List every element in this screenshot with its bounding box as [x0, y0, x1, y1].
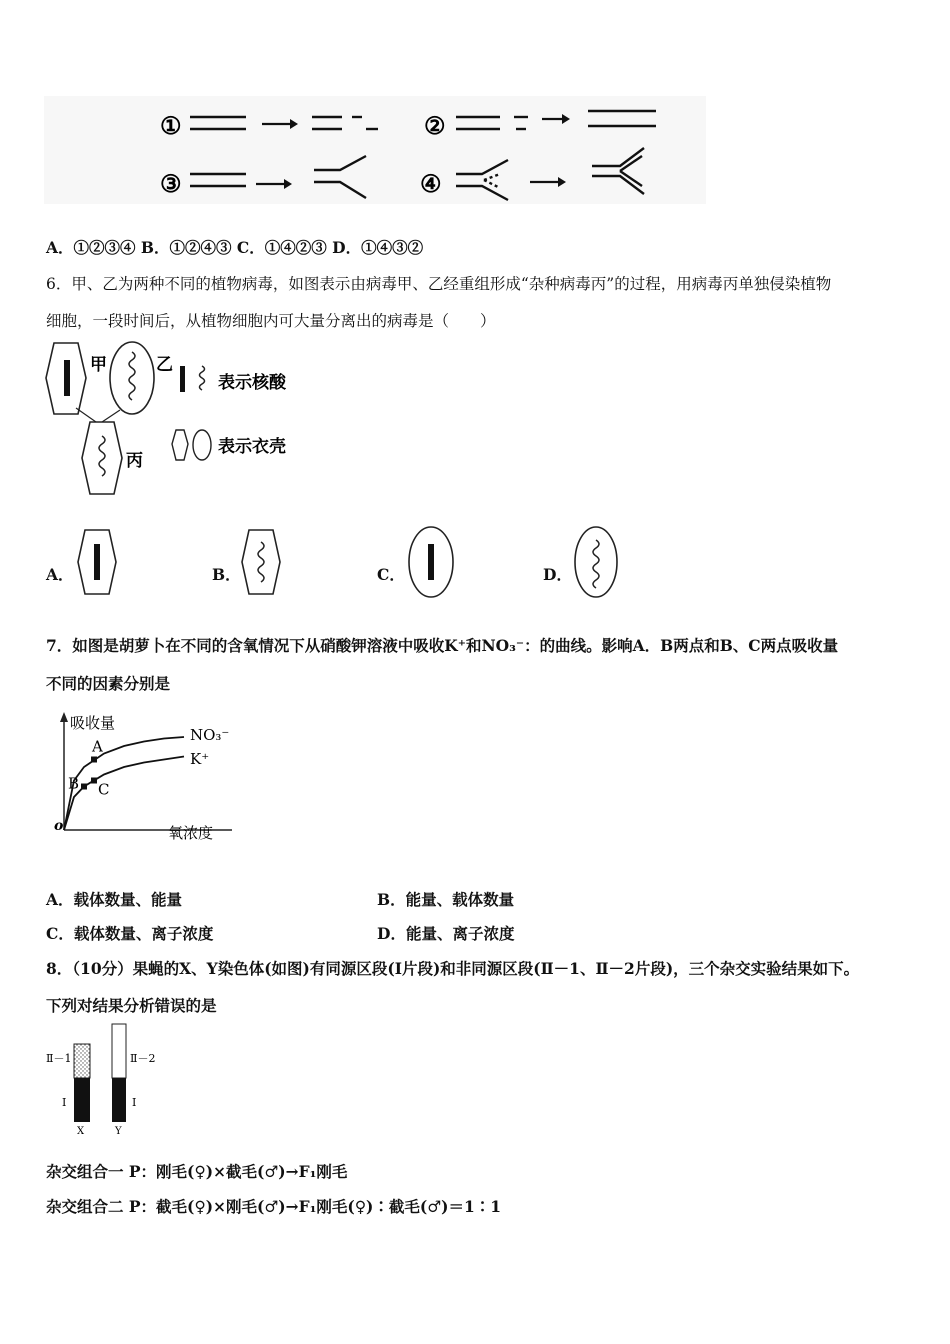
point-label-b: B — [68, 774, 80, 793]
point-label-a: A — [92, 737, 103, 756]
y-segment-i — [112, 1078, 126, 1122]
label-yi: 乙 — [156, 355, 173, 375]
label-4: ④ — [420, 169, 442, 198]
point-marker-c — [91, 778, 97, 784]
q6-option-d-figure — [572, 524, 620, 600]
point-marker-a — [91, 757, 97, 763]
q7-stem-line1: 7．如图是胡萝卜在不同的含氧情况下从硝酸钾溶液中吸收K⁺和NO₃⁻：的曲线。影响A．B两点和B、C两点吸收量 — [46, 636, 839, 655]
q8-cross1: 杂交组合一 P：刚毛(♀)×截毛(♂)→F₁刚毛 — [46, 1162, 348, 1181]
series-label-k: K⁺ — [190, 750, 210, 768]
label-3: ③ — [160, 169, 182, 198]
legend-ellipse-icon — [193, 430, 211, 460]
q6-option-b-figure — [240, 528, 282, 596]
q5-figure — [44, 96, 706, 204]
virus-bing-capsid — [82, 422, 122, 494]
virus-jia-nucleic-acid — [64, 360, 70, 396]
point-label-c: C — [98, 780, 110, 799]
q6-option-a-figure — [76, 528, 118, 596]
x-axis-label: 氧浓度 — [168, 824, 214, 842]
label-jia: 甲 — [90, 355, 107, 375]
legend-capsid-text: 表示衣壳 — [218, 437, 286, 457]
label-bing: 丙 — [126, 451, 143, 471]
legend-hexagon-icon — [172, 430, 188, 460]
q6-stem-line2: 细胞，一段时间后，从植物细胞内可大量分离出的病毒是（ ） — [46, 312, 496, 330]
q8-stem-line1: 8．（10分）果蝇的X、Y染色体(如图)有同源区段(Ⅰ片段)和非同源区段(Ⅱ－1、Ⅱ－2片段)，三个杂交实验结果如下。 — [46, 959, 860, 978]
label-ii1: Ⅱ－1 — [46, 1052, 72, 1065]
q6-figure-svg — [44, 338, 314, 498]
q5-figure-svg — [44, 96, 706, 204]
q7-option-d: D．能量、离子浓度 — [377, 924, 515, 943]
label-x: X — [77, 1126, 85, 1137]
point-markers — [68, 738, 109, 799]
y-segment-ii2 — [112, 1024, 126, 1078]
series-line-k — [64, 757, 184, 831]
legend-bar-icon — [180, 366, 185, 392]
label-i-left: Ⅰ — [62, 1096, 67, 1109]
series-label-no3: NO₃⁻ — [190, 726, 230, 744]
label-ii2: Ⅱ－2 — [130, 1052, 156, 1065]
q8-cross2: 杂交组合二 P：截毛(♀)×刚毛(♂)→F₁刚毛(♀)∶截毛(♂)＝1∶1 — [46, 1197, 502, 1216]
q6-stem-line1: 6．甲、乙为两种不同的植物病毒，如图表示由病毒甲、乙经重组形成“杂种病毒丙”的过程，用病毒丙单独侵染植物 — [46, 275, 832, 293]
x-segment-ii1 — [74, 1044, 90, 1078]
q7-option-c: C．载体数量、离子浓度 — [46, 924, 214, 943]
virus-bing-nucleic-acid — [99, 436, 105, 476]
legend-wave-icon — [200, 366, 205, 390]
q6-option-c-figure — [406, 524, 456, 600]
combine-arrows — [76, 408, 120, 422]
label-1: ① — [160, 111, 182, 140]
q6-option-d-label: D． — [543, 565, 572, 584]
y-axis-arrow — [60, 712, 68, 722]
q5-options: A．①②③④ B．①②④③ C．①④②③ D．①④③② — [46, 238, 424, 257]
virus-yi-nucleic-acid — [129, 352, 135, 400]
q6-option-c-label: C． — [377, 565, 405, 584]
point-marker-b — [81, 784, 87, 790]
label-2: ② — [424, 111, 446, 140]
x-segment-i — [74, 1078, 90, 1122]
legend-nucleic-text: 表示核酸 — [218, 373, 286, 393]
q7-chart — [50, 708, 250, 848]
q8-stem-line2: 下列对结果分析错误的是 — [46, 996, 217, 1015]
label-y: Y — [115, 1126, 122, 1137]
y-axis-label: 吸收量 — [70, 714, 116, 732]
q6-option-a-label: A． — [46, 565, 74, 584]
label-i-right: Ⅰ — [132, 1096, 137, 1109]
q8-chromosome-figure — [44, 1020, 164, 1140]
q7-stem-line2: 不同的因素分别是 — [46, 674, 171, 693]
origin-label: o — [54, 818, 64, 834]
q7-option-a: A．载体数量、能量 — [46, 890, 183, 909]
q7-option-b: B．能量、载体数量 — [377, 890, 515, 909]
q6-option-b-label: B． — [212, 565, 241, 584]
q6-figure — [44, 338, 314, 498]
